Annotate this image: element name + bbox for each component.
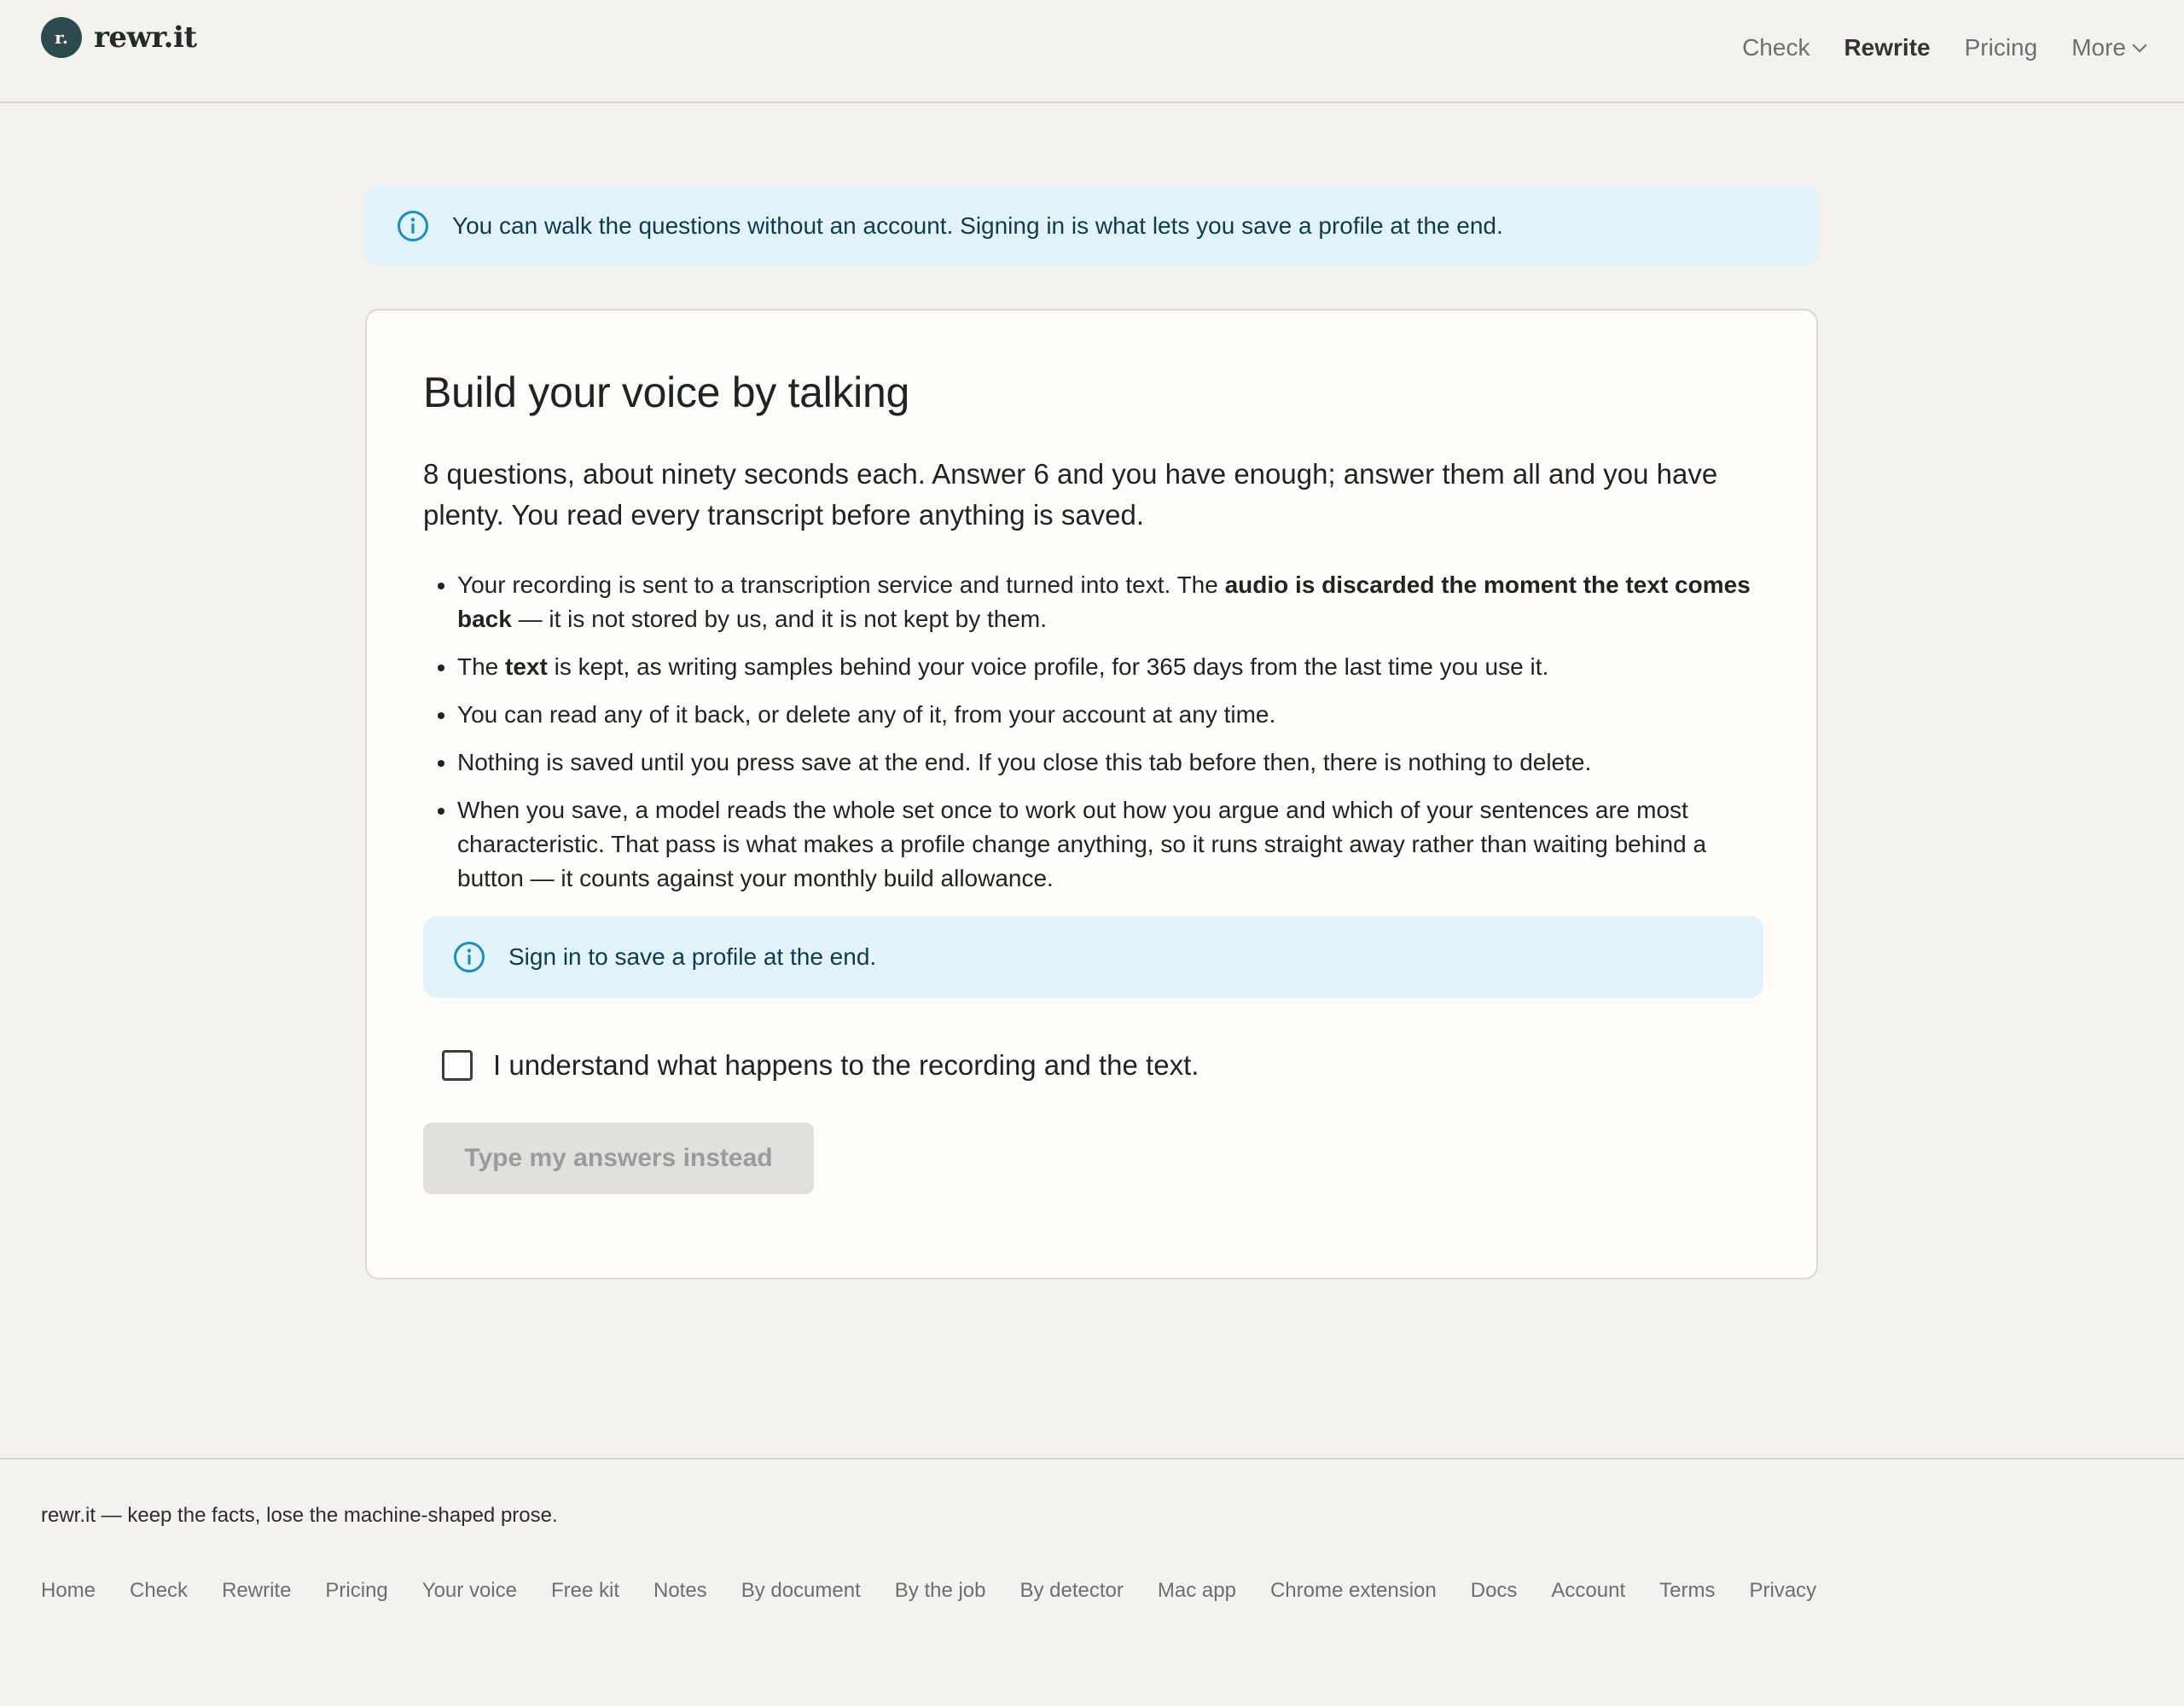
nav-more-dropdown[interactable] <box>2071 34 2145 61</box>
nav-rewrite[interactable]: Rewrite <box>1844 34 1931 61</box>
main-nav <box>1742 34 2145 61</box>
brand-mark-icon: r. <box>41 17 82 58</box>
footer-link-by-document[interactable]: By document <box>741 1579 861 1602</box>
signin-info-text: Sign in to save a profile at the end. <box>508 943 877 970</box>
account-info-banner <box>365 186 1818 266</box>
consent-checkbox[interactable] <box>442 1050 473 1081</box>
list-item: • The text is kept, as writing samples behind your voice profile, for 365 days from the last time you use it. <box>457 650 1771 684</box>
footer-link-account[interactable]: Account <box>1551 1579 1626 1602</box>
footer-link-privacy[interactable]: Privacy <box>1749 1579 1817 1602</box>
info-icon <box>396 209 430 243</box>
footer-link-terms[interactable]: Terms <box>1659 1579 1716 1602</box>
footer-link-free-kit[interactable]: Free kit <box>550 1579 619 1602</box>
nav-more-label: More <box>2071 34 2126 61</box>
list-item: • Your recording is sent to a transcription service and turned into text. The audio is discarded the moment the text comes back — it is not stored by us, and it is not kept by them. <box>457 568 1771 636</box>
nav-check[interactable]: Check <box>1742 34 1810 61</box>
footer-nav <box>41 1579 1816 1603</box>
footer-link-check[interactable]: Check <box>130 1579 189 1602</box>
consent-label: I understand what happens to the recording and the text. <box>493 1049 1199 1081</box>
footer-link-chrome-extension[interactable]: Chrome extension <box>1269 1579 1437 1602</box>
card-lead-text: 8 questions, about ninety seconds each. Answer 6 and you have enough; answer them all and you have plenty. You read every transcript before anything is saved. <box>423 458 1718 531</box>
brand-logo-link[interactable] <box>41 17 197 58</box>
footer-tagline: rewr.it — keep the facts, lose the machine-shaped prose. <box>41 1504 558 1527</box>
list-item: • When you save, a model reads the whole set once to work out how you argue and which of your sentences are most characteristic. That pass is what makes a profile change anything, so it runs straight away rather than waiting behind a button — it counts against your monthly build allowance. <box>457 793 1771 896</box>
footer-link-docs[interactable]: Docs <box>1470 1579 1518 1602</box>
site-footer <box>0 1458 2184 1706</box>
signin-info-banner <box>423 916 1763 998</box>
account-info-text: You can walk the questions without an account. Signing in is what lets you save a profile at the end. <box>452 212 1503 239</box>
site-header <box>0 0 2184 103</box>
privacy-bullets <box>423 568 1771 896</box>
info-icon <box>452 940 486 974</box>
list-item: • Nothing is saved until you press save at the end. If you close this tab before then, there is nothing to delete. <box>457 746 1771 780</box>
chevron-down-icon <box>2133 38 2147 53</box>
footer-link-rewrite[interactable]: Rewrite <box>222 1579 292 1602</box>
list-item: • You can read any of it back, or delete any of it, from your account at any time. <box>457 698 1771 732</box>
footer-link-mac-app[interactable]: Mac app <box>1157 1579 1236 1602</box>
consent-row[interactable] <box>442 1049 1762 1082</box>
footer-link-by-the-job[interactable]: By the job <box>894 1579 986 1602</box>
brand-name: rewr.it <box>94 20 197 55</box>
footer-link-by-detector[interactable]: By detector <box>1019 1579 1124 1602</box>
page-title: Build your voice by talking <box>423 368 909 416</box>
nav-pricing[interactable]: Pricing <box>1964 34 2038 61</box>
footer-link-pricing[interactable]: Pricing <box>325 1579 388 1602</box>
footer-link-notes[interactable]: Notes <box>653 1579 707 1602</box>
footer-link-home[interactable]: Home <box>41 1579 96 1602</box>
footer-link-your-voice[interactable]: Your voice <box>421 1579 517 1602</box>
voice-builder-card <box>365 309 1818 1280</box>
type-answers-button[interactable]: Type my answers instead <box>423 1123 814 1194</box>
